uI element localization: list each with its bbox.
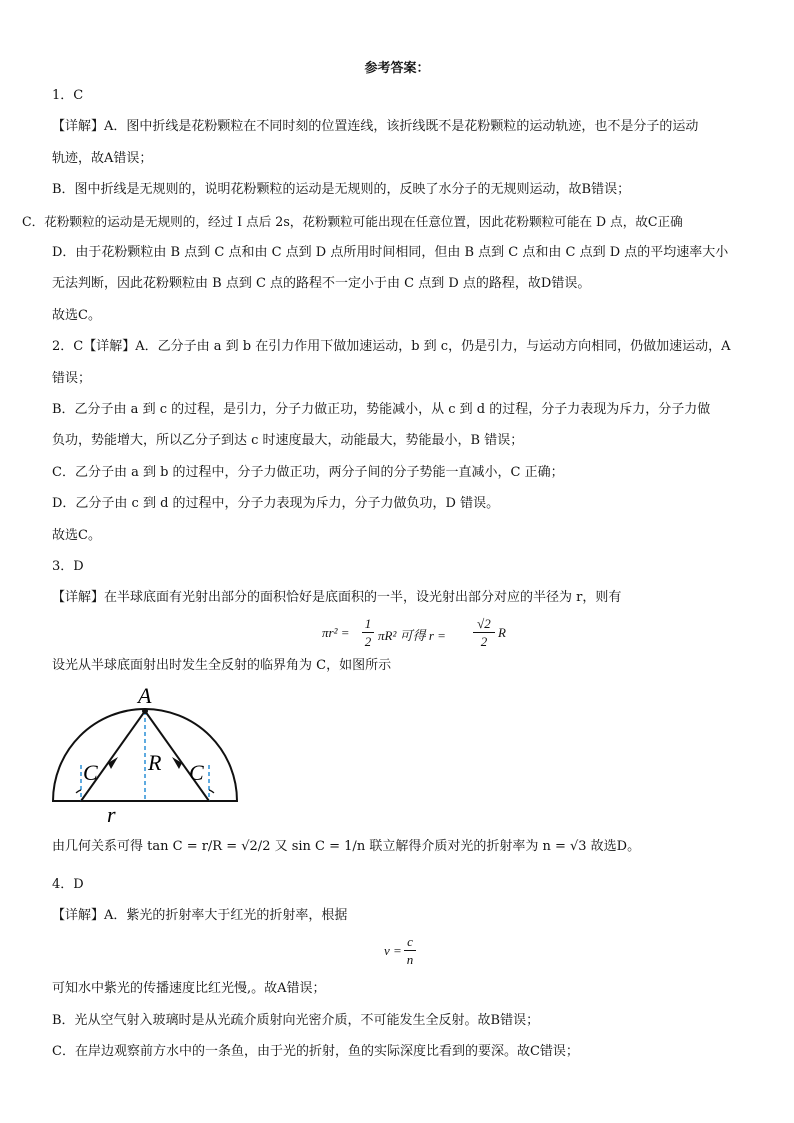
text-line: C．在岸边观察前方水中的一条鱼，由于光的折射，鱼的实际深度比看到的要深。故C错误； bbox=[52, 1044, 579, 1059]
fraction-denominator: 2 bbox=[364, 634, 372, 649]
arrow-left bbox=[108, 757, 118, 769]
text-line: 轨迹，故A错误； bbox=[52, 151, 153, 166]
formula-part: v = bbox=[384, 943, 402, 958]
fraction-numerator: √2 bbox=[473, 616, 495, 633]
text-line: B．图中折线是无规则的，说明花粉颗粒的运动是无规则的，反映了水分子的无规则运动，故B错误； bbox=[52, 182, 631, 197]
text-line: 错误； bbox=[52, 371, 92, 386]
angle-arc-left bbox=[76, 790, 81, 793]
text-line: 【详解】A．紫光的折射率大于红光的折射率，根据 bbox=[52, 908, 348, 923]
text-line: C．乙分子由 a 到 b 的过程中，分子力做正功，两分子间的分子势能一直减小，C 正确； bbox=[52, 465, 564, 480]
text-line: D．由于花粉颗粒由 B 点到 C 点和由 C 点到 D 点所用时间相同，但由 B 点到 C 点和由 C 点到 D 点的平均速率大小 bbox=[52, 245, 729, 260]
page-title: 参考答案： bbox=[364, 61, 430, 76]
fraction-denominator: n bbox=[406, 952, 414, 967]
formula-part: R bbox=[498, 625, 506, 640]
text-line: 【详解】A．图中折线是花粉颗粒在不同时刻的位置连线，该折线既不是花粉颗粒的运动轨迹，也不是分子的运动 bbox=[52, 119, 699, 134]
label-r-small: r bbox=[107, 802, 116, 827]
ray-left-line bbox=[81, 711, 145, 801]
formula-part: πR² 可得 r = bbox=[378, 628, 446, 643]
text-line: 【详解】在半球底面有光射出部分的面积恰好是底面积的一半，设光射出部分对应的半径为 r，则有 bbox=[52, 590, 622, 605]
label-a: A bbox=[138, 683, 152, 708]
label-c-right: C bbox=[189, 760, 204, 785]
text-line: 3．D bbox=[52, 559, 84, 574]
text-line: 负功，势能增大，所以乙分子到达 c 时速度最大，动能最大，势能最小，B 错误； bbox=[52, 433, 524, 448]
fraction-numerator: 1 bbox=[362, 616, 374, 633]
label-r-radius: R bbox=[148, 750, 162, 775]
fraction-numerator: c bbox=[404, 934, 416, 951]
text-line: C．花粉颗粒的运动是无规则的，经过 I 点后 2s，花粉颗粒可能出现在任意位置，因此花粉颗粒可能在 D 点，故C正确 bbox=[22, 214, 683, 229]
text-line: 可知水中紫光的传播速度比红光慢,。故A错误； bbox=[52, 981, 326, 996]
point-a bbox=[142, 708, 148, 714]
text-line: B．光从空气射入玻璃时是从光疏介质射向光密介质，不可能发生全反射。故B错误； bbox=[52, 1013, 540, 1028]
text-line: 无法判断，因此花粉颗粒由 B 点到 C 点的路程不一定小于由 C 点到 D 点的路程，故D错误。 bbox=[52, 276, 591, 291]
text-line: 由几何关系可得 tan C = r/R = √2/2 又 sin C = 1/n 联立解得介质对光的折射率为 n = √3 故选D。 bbox=[52, 839, 641, 854]
text-line: 故选C。 bbox=[52, 308, 101, 323]
fraction-denominator: 2 bbox=[480, 634, 488, 649]
angle-arc-right bbox=[209, 790, 214, 793]
text-line: 设光从半球底面射出时发生全反射的临界角为 C，如图所示 bbox=[52, 658, 392, 673]
arrow-right bbox=[172, 757, 182, 769]
label-c-left: C bbox=[83, 760, 98, 785]
text-line: 1．C bbox=[52, 88, 84, 103]
text-line: B．乙分子由 a 到 c 的过程，是引力，分子力做正功，势能减小，从 c 到 d 的过程，分子力表现为斥力，分子力做 bbox=[52, 402, 711, 417]
formula-part: πr² = bbox=[322, 625, 350, 640]
text-line: 4．D bbox=[52, 877, 84, 892]
hemisphere-diagram bbox=[50, 680, 250, 830]
text-line: 2．C【详解】A．乙分子由 a 到 b 在引力作用下做加速运动，b 到 c，仍是引力，与运动方向相同，仍做加速运动，A bbox=[52, 339, 731, 354]
text-line: D．乙分子由 c 到 d 的过程中，分子力表现为斥力，分子力做负功，D 错误。 bbox=[52, 496, 500, 511]
hemisphere-figure bbox=[50, 680, 250, 830]
text-line: 故选C。 bbox=[52, 528, 101, 543]
